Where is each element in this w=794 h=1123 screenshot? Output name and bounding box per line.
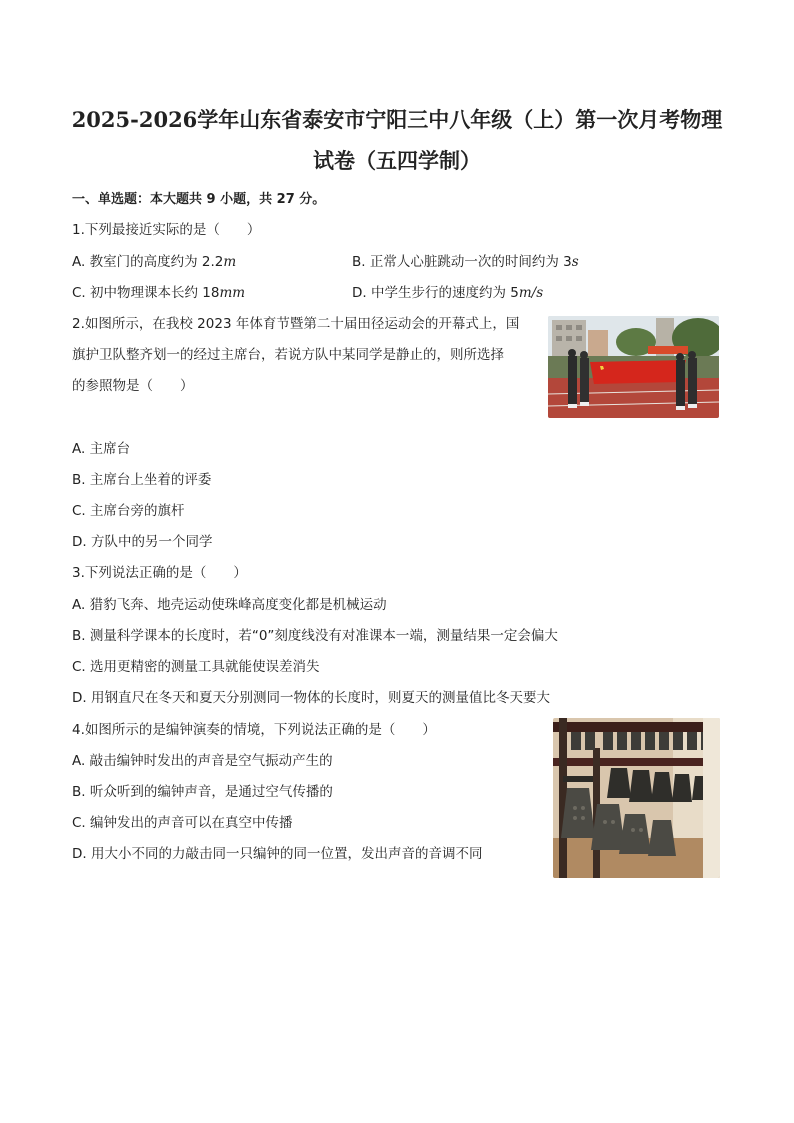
question-4-stem: 4.如图所示的是编钟演奏的情境，下列说法正确的是（ ） <box>72 722 436 738</box>
question-3-option-b: B. 测量科学课本的长度时，若“0”刻度线没有对准课本一端，测量结果一定会偏大 <box>72 628 558 644</box>
question-3-option-d: D. 用钢直尺在冬天和夏天分别测同一物体的长度时，则夏天的测量值比冬天要大 <box>72 690 550 706</box>
question-3-option-c: C. 选用更精密的测量工具就能使误差消失 <box>72 659 320 675</box>
question-1-option-b: B. 正常人心脏跳动一次的时间约为 3s <box>352 254 579 270</box>
flag-guard-photo <box>548 316 719 418</box>
question-1-option-d: D. 中学生步行的速度约为 5m/s <box>352 285 544 301</box>
question-2-option-c: C. 主席台旁的旗杆 <box>72 503 185 519</box>
question-1-option-a: A. 教室门的高度约为 2.2m <box>72 254 237 270</box>
question-1-stem: 1.下列最接近实际的是（ ） <box>72 222 261 238</box>
question-2-stem-line-2: 旗护卫队整齐划一的经过主席台，若说方队中某同学是静止的，则所选择 <box>72 347 504 363</box>
question-2-stem-line-3: 的参照物是（ ） <box>72 378 194 394</box>
question-3-option-a: A. 猎豹飞奔、地壳运动使珠峰高度变化都是机械运动 <box>72 597 387 613</box>
page-title-line-1: 2025-2026学年山东省泰安市宁阳三中八年级（上）第一次月考物理 <box>71 107 723 132</box>
question-2-option-d: D. 方队中的另一个同学 <box>72 534 213 550</box>
question-2-stem-line-1: 2.如图所示，在我校 2023 年体育节暨第二十届田径运动会的开幕式上，国 <box>72 316 520 332</box>
question-4-option-c: C. 编钟发出的声音可以在真空中传播 <box>72 815 293 831</box>
question-4-option-d: D. 用大小不同的力敲击同一只编钟的同一位置，发出声音的音调不同 <box>72 846 483 862</box>
question-2-option-b: B. 主席台上坐着的评委 <box>72 472 212 488</box>
question-1-option-c: C. 初中物理课本长约 18mm <box>72 285 246 301</box>
question-4-option-b: B. 听众听到的编钟声音，是通过空气传播的 <box>72 784 333 800</box>
question-2-option-a: A. 主席台 <box>72 441 131 457</box>
bianzhong-photo <box>553 718 720 878</box>
page-title-line-2: 试卷（五四学制） <box>313 148 481 173</box>
question-4-option-a: A. 敲击编钟时发出的声音是空气振动产生的 <box>72 753 333 769</box>
question-3-stem: 3.下列说法正确的是（ ） <box>72 565 247 581</box>
section-heading: 一、单选题：本大题共 9 小题，共 27 分。 <box>72 192 326 207</box>
